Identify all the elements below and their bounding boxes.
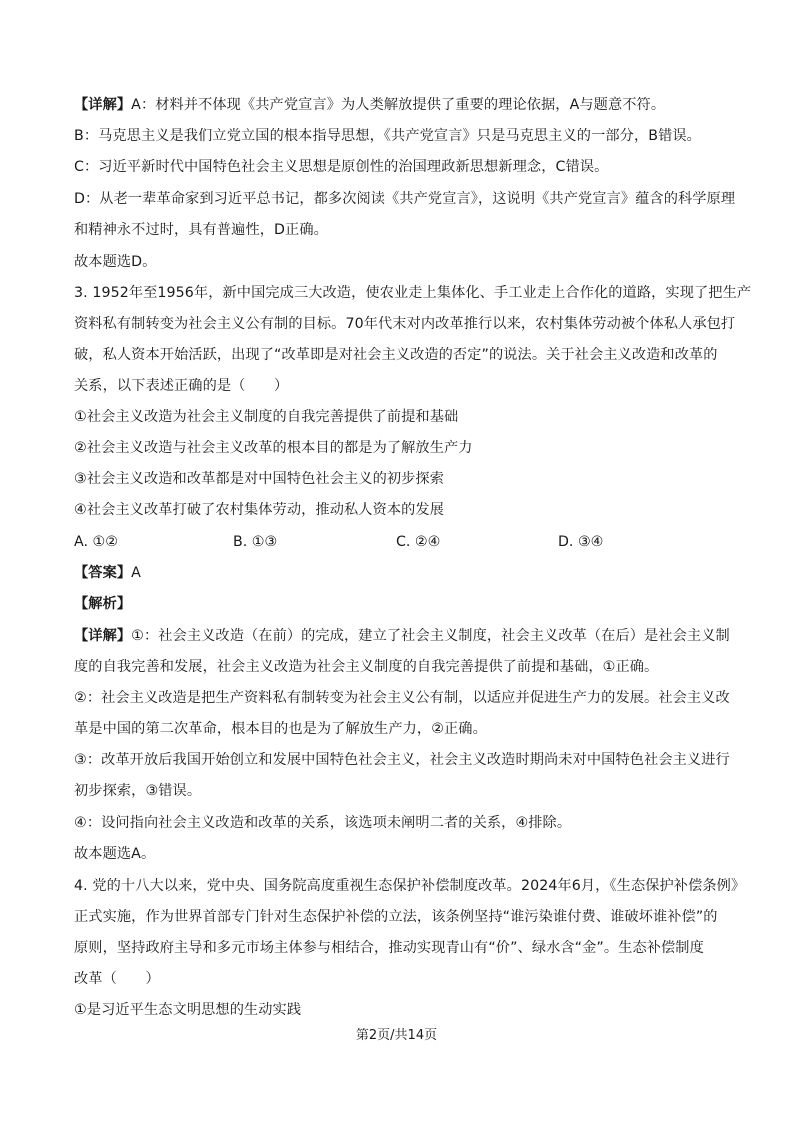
q3-detail-1b: 度的自我完善和发展，社会主义改造为社会主义制度的自我完善提供了前提和基础，①正确。	[74, 659, 659, 675]
q2-detail-a: 【详解】A：材料并不体现《共产党宣言》为人类解放提供了重要的理论依据，A与题意不符。	[74, 97, 666, 113]
q3-option-a: A. ①②	[74, 534, 118, 550]
q3-item-2: ②社会主义改造与社会主义改革的根本目的都是为了解放生产力	[74, 440, 473, 456]
q3-item-1: ①社会主义改造为社会主义制度的自我完善提供了前提和基础	[74, 409, 459, 425]
detail-tag: 【详解】	[74, 628, 132, 644]
q4-stem-line1: 4. 党的十八大以来，党中央、国务院高度重视生态保护补偿制度改革。2024年6月，《生态保护补偿条例》	[74, 878, 746, 894]
q3-stem-line4: 关系，以下表述正确的是（ ）	[74, 378, 289, 394]
q3-detail-3a: ③：改革开放后我国开始创立和发展中国特色社会主义，社会主义改造时期尚未对中国特色社会主义进行	[74, 752, 730, 768]
q2-conclusion: 故本题选D。	[74, 254, 157, 270]
q4-stem-line2: 正式实施，作为世界首部专门针对生态保护补偿的立法，该条例坚持“谁污染谁付费、谁破坏谁补偿”的	[74, 909, 718, 925]
q3-option-d: D. ③④	[558, 534, 604, 550]
q4-item-1: ①是习近平生态文明思想的生动实践	[74, 1002, 302, 1018]
q3-item-4: ④社会主义改革打破了农村集体劳动，推动私人资本的发展	[74, 502, 445, 518]
q2-detail-d-line2: 和精神永不过时，具有普遍性，D正确。	[74, 222, 328, 238]
q2-detail-b: B：马克思主义是我们立党立国的根本指导思想，《共产党宣言》只是马克思主义的一部分，B错误。	[74, 128, 701, 144]
q3-detail-3b: 初步探索，③错误。	[74, 783, 202, 799]
q3-detail-1a: 【详解】①：社会主义改造（在前）的完成，建立了社会主义制度，社会主义改革（在后）是社会主义制	[74, 628, 730, 644]
q2-detail-d-line1: D：从老一辈革命家到习近平总书记，都多次阅读《共产党宣言》，这说明《共产党宣言》蕴含的科学原理	[74, 191, 736, 207]
answer-value: A	[131, 565, 141, 581]
q3-detail-2a: ②：社会主义改造是把生产资料私有制转变为社会主义公有制，以适应并促进生产力的发展。社会主义改	[74, 690, 730, 706]
q4-stem-line4: 改革（ ）	[74, 971, 160, 987]
q4-stem-line3: 原则，坚持政府主导和多元市场主体参与相结合，推动实现青山有“价”、绿水含“金”。生态补偿制度	[74, 940, 704, 956]
q3-detail-4: ④：设问指向社会主义改造和改革的关系，该选项未阐明二者的关系，④排除。	[74, 815, 572, 831]
q3-analysis-tag: 【解析】	[74, 596, 132, 612]
q2-detail-c: C：习近平新时代中国特色社会主义思想是原创性的治国理政新思想新理念，C错误。	[74, 159, 609, 175]
q3-item-3: ③社会主义改造和改革都是对中国特色社会主义的初步探索	[74, 471, 445, 487]
q3-detail-2b: 革是中国的第二次革命，根本目的也是为了解放生产力，②正确。	[74, 721, 487, 737]
q3-answer	[74, 563, 141, 583]
q3-stem-line1: 3. 1952年至1956年，新中国完成三大改造，使农业走上集体化、手工业走上合作化的道路，实现了把生产	[74, 285, 752, 301]
q3-option-c: C. ②④	[396, 534, 441, 550]
q3-stem-line3: 破，私人资本开始活跃，出现了“改革即是对社会主义改造的否定”的说法。关于社会主义改造和改革的	[74, 347, 718, 363]
q3-conclusion: 故本题选A。	[74, 846, 156, 862]
detail-tag: 【详解】	[74, 97, 132, 113]
q3-option-b: B. ①③	[233, 534, 278, 550]
answer-tag: 【答案】	[74, 565, 132, 581]
page-footer: 第2页/共14页	[355, 1028, 438, 1043]
q3-stem-line2: 资料私有制转变为社会主义公有制的目标。70年代末对内改革推行以来，农村集体劳动被个体私人承包打	[74, 316, 736, 332]
